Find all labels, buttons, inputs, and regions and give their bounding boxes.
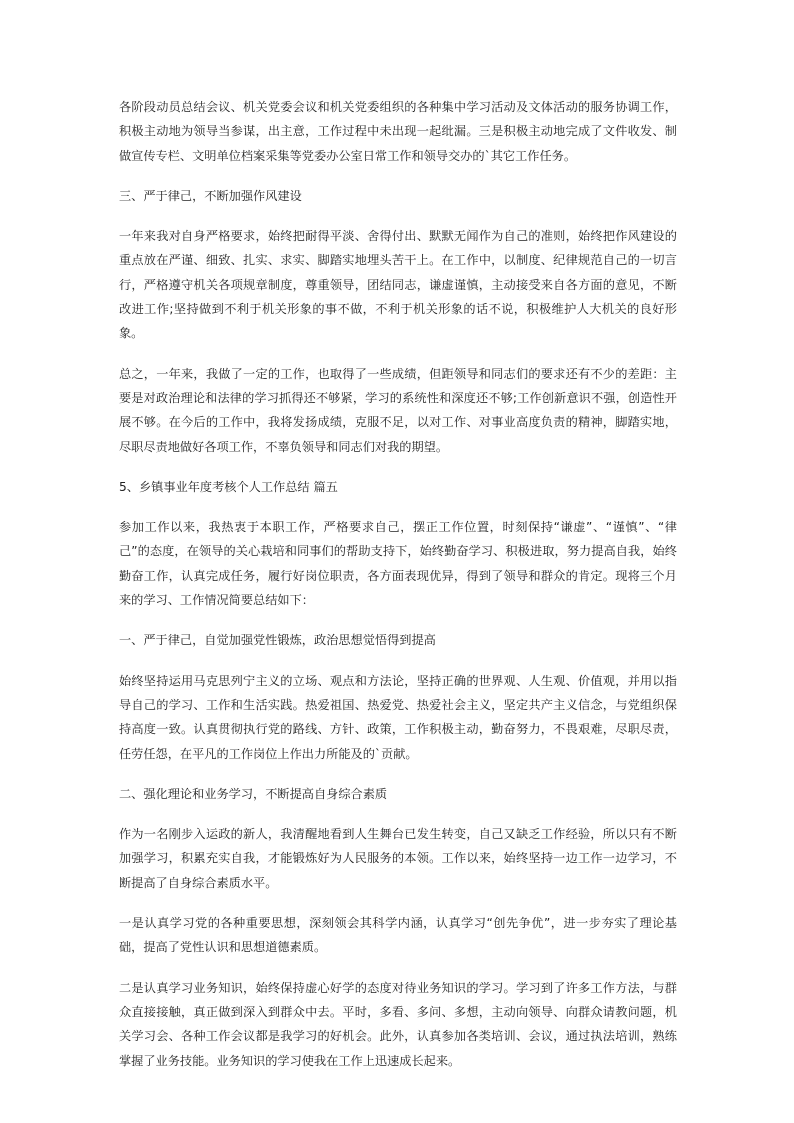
paragraph-5: 始终坚持运用马克思列宁主义的立场、观点和方法论，坚持正确的世界观、人生观、价值观，并用以指导自己的学习、工作和生活实践。热爱祖国、热爱党、热爱社会主义，坚定共产主义信念，与党组织保持高度一致。认真贯彻执行党的路线、方针、政策，工作积极主动，勤奋努力，不畏艰难，尽职尽责，任劳任怨，在平凡的工作岗位上作出力所能及的`贡献。 [119, 673, 677, 761]
article-heading: 5、乡镇事业年度考核个人工作总结 篇五 [119, 479, 338, 494]
section-heading-2: 二、强化理论和业务学习，不断提高自身综合素质 [119, 786, 388, 801]
paragraph-7: 一是认真学习党的各种重要思想，深刻领会其科学内涵，认真学习“创先争优”，进一步夯实了理论基础，提高了党性认识和思想道德素质。 [119, 916, 677, 955]
section-heading-1: 一、严于律己，自觉加强党性锻炼，政治思想觉悟得到提高 [119, 633, 436, 648]
paragraph-8: 二是认真学习业务知识，始终保持虚心好学的态度对待业务知识的学习。学习到了许多工作方法，与群众直接接触，真正做到深入到群众中去。平时，多看、多问、多想，主动向领导、向群众请教问题，机关学习会、各种工作会议都是我学习的好机会。此外，认真参加各类培训、会议，通过执法培训，熟练掌握了业务技能。业务知识的学习使我在工作上迅速成长起来。 [119, 980, 677, 1068]
section-heading-3: 三、严于律己，不断加强作风建设 [119, 188, 302, 203]
paragraph-3: 总之，一年来，我做了一定的工作，也取得了一些成绩，但距领导和同志们的要求还有不少的差距：主要是对政治理论和法律的学习抓得还不够紧，学习的系统性和深度还不够;工作创新意识不强，创造性开展不够。在今后的工作中，我将发扬成绩，克服不足，以对工作、对事业高度负责的精神，脚踏实地，尽职尽责地做好各项工作，不辜负领导和同志们对我的期望。 [119, 366, 677, 454]
paragraph-1: 各阶段动员总结会议、机关党委会议和机关党委组织的各种集中学习活动及文体活动的服务协调工作，积极主动地为领导当参谋，出主意，工作过程中未出现一起纰漏。三是积极主动地完成了文件收发、制做宣传专栏、文明单位档案采集等党委办公室日常工作和领导交办的`其它工作任务。 [119, 100, 677, 163]
paragraph-2: 一年来我对自身严格要求，始终把耐得平淡、舍得付出、默默无闻作为自己的准则，始终把作风建设的重点放在严谨、细致、扎实、求实、脚踏实地埋头苦干上。在工作中，以制度、纪律规范自己的一切言行，严格遵守机关各项规章制度，尊重领导，团结同志，谦虚谨慎，主动接受来自各方面的意见，不断改进工作;坚持做到不利于机关形象的事不做，不利于机关形象的话不说，积极维护人大机关的良好形象。 [119, 229, 677, 341]
document-page [119, 95, 677, 1089]
paragraph-6: 作为一名刚步入运政的新人，我清醒地看到人生舞台已发生转变，自己又缺乏工作经验，所以只有不断加强学习，积累充实自我，才能锻炼好为人民服务的本领。工作以来，始终坚持一边工作一边学习，不断提高了自身综合素质水平。 [119, 827, 677, 890]
paragraph-4: 参加工作以来，我热衷于本职工作，严格要求自己，摆正工作位置，时刻保持“谦虚”、“谨慎”、“律己”的态度，在领导的关心栽培和同事们的帮助支持下，始终勤奋学习、积极进取，努力提高自我，始终勤奋工作，认真完成任务，履行好岗位职责，各方面表现优异，得到了领导和群众的肯定。现将三个月来的学习、工作情况简要总结如下： [119, 520, 677, 608]
